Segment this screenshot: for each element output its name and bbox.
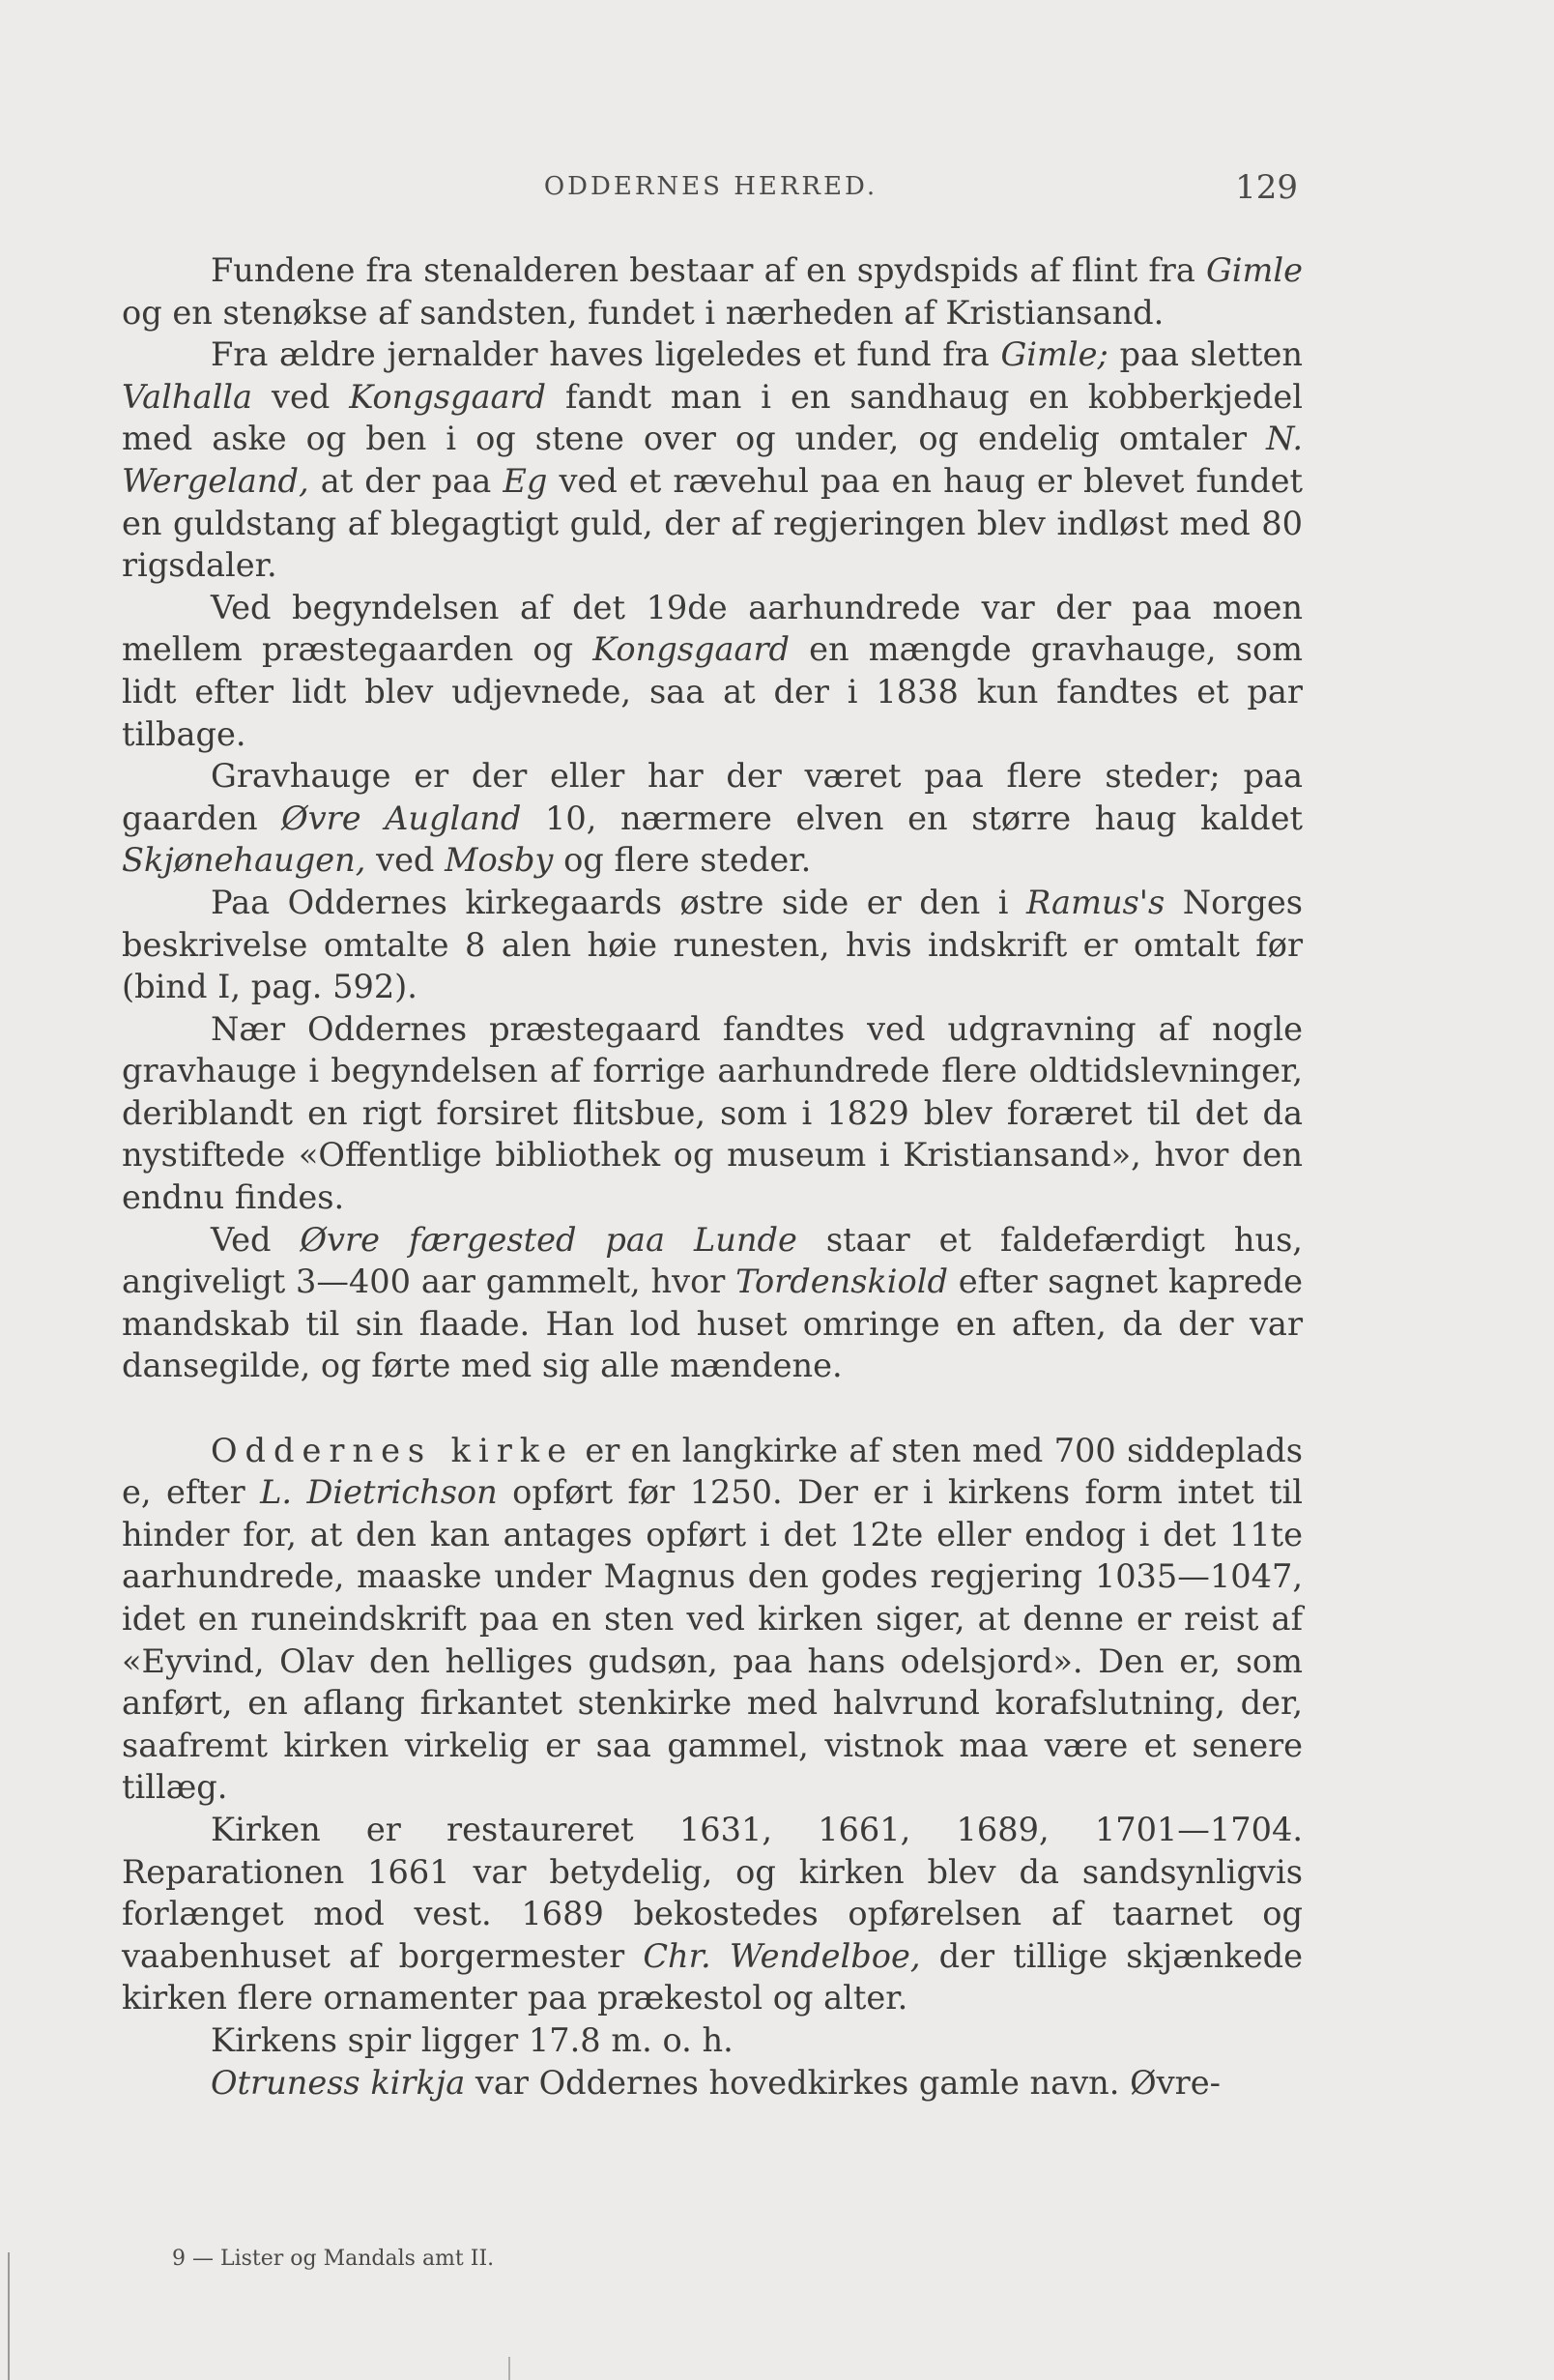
text-run: paa sletten [1108, 335, 1303, 374]
italic-text: N. Wergeland, [122, 420, 1303, 500]
italic-text: Ramus's [1026, 883, 1166, 921]
paragraph [122, 755, 1303, 882]
text-run: fandt man i en sandhaug en kobberkjedel med aske og ben i og stene over og under, og endelig omtaler [122, 377, 1303, 458]
text-run: efter sagnet kaprede mandskab til sin flaade. Han lod huset omringe en aften, da der var dansegilde, og førte med sig alle mændene. [122, 1263, 1303, 1385]
italic-text: Eg [503, 461, 548, 500]
italic-text: Kongsgaard [592, 630, 791, 669]
text-run: og en stenøkse af sandsten, fundet i nærheden af Kristiansand. [122, 293, 1165, 332]
text-run: Kirkens spir ligger 17.8 m. o. h. [211, 2020, 734, 2059]
paragraph [122, 587, 1303, 755]
text-run: Kirken er restaureret 1631, 1661, 1689, 1701—1704. Reparationen 1661 var betydelig, og kirken blev da sandsynligvis forlænget mod vest. 1689 bekostedes opførelsen af taarnet og vaabenhuset af borgermester [122, 1810, 1303, 1975]
text-run: der tillige skjænkede kirken flere ornamenter paa prækestol og alter. [122, 1936, 1303, 2017]
text-run: 10, nærmere elven en større haug kaldet [521, 798, 1304, 837]
spaced-heading-text: Oddernes kirke [211, 1431, 574, 1469]
italic-text: Tordenskiold [735, 1263, 948, 1301]
text-run: er en langkirke af sten med 700 siddeplads e, efter [122, 1431, 1303, 1512]
text-run: Norges beskrivelse omtalte 8 alen høie runesten, hvis indskrift er omtalt før (bind I, pag. 592). [122, 883, 1304, 1006]
text-run: en mængde gravhauge, som lidt efter lidt blev udjevnede, saa at der i 1838 kun fandtes et par tilbage. [122, 630, 1303, 753]
italic-text: Chr. Wendelboe, [643, 1936, 921, 1975]
text-run: var Oddernes hovedkirkes gamle navn. Øvre- [465, 2063, 1221, 2102]
text-run: staar et faldefærdigt hus, angiveligt 3—400 aar gammelt, hvor [122, 1220, 1303, 1301]
paragraph [122, 882, 1303, 1008]
running-head: ODDERNES HERRED. [543, 172, 878, 201]
italic-text: Valhalla [122, 377, 253, 416]
italic-text: L. Dietrichson [260, 1473, 498, 1512]
text-run: Fundene fra stenalderen bestaar af en spydspids af flint fra [211, 251, 1206, 289]
text-run: opført før 1250. Der er i kirkens form intet til hinder for, at den kan antages opført i det 12te eller endog i det 11te aarhundrede, maaske under Magnus den godes regjering 1035—1047, idet en runeindskrift paa en sten ved kirken siger, at denne er reist af «Eyvind, Olav den helliges gudsøn, paa hans odelsjord». Den er, som anført, en aflang firkantet stenkirke med halvrund korafslutning, der, saafremt kirken virkelig er saa gammel, vistnok maa være et senere tillæg. [122, 1473, 1304, 1807]
text-run: og flere steder. [553, 841, 812, 880]
page-number: 129 [1235, 168, 1298, 207]
text-run: Ved begyndelsen af det 19de aarhundrede var der paa moen mellem præstegaarden og [122, 588, 1303, 669]
paragraph [122, 1430, 1303, 1809]
text-run: ved et rævehul paa en haug er blevet fundet en guldstang af blegagtigt guld, der af regjeringen blev indløst med 80 rigsdaler. [122, 461, 1303, 585]
text-run: at der paa [308, 461, 504, 500]
italic-text: Gimle [1205, 251, 1303, 289]
scan-edge-mark [8, 2252, 10, 2380]
paragraph [122, 2062, 1303, 2104]
italic-text: Gimle; [1000, 335, 1108, 374]
paragraph [122, 1809, 1303, 2019]
paragraph [122, 334, 1303, 587]
body-text [122, 249, 1303, 2104]
page-header [124, 162, 1298, 211]
italic-text: Kongsgaard [349, 377, 547, 416]
italic-text: Mosby [445, 841, 554, 880]
text-run: Fra ældre jernalder haves ligeledes et fund fra [211, 335, 1001, 374]
text-run: Nær Oddernes præstegaard fandtes ved udgravning af nogle gravhauge i begyndelsen af forrige aarhundrede flere oldtidslevninger, deriblandt en rigt forsiret flitsbue, som i 1829 blev foræret til det da nystiftede «Offentlige bibliothek og museum i Kristiansand», hvor den endnu findes. [122, 1009, 1303, 1217]
paragraph [122, 249, 1303, 334]
italic-text: Øvre færgested paa Lunde [300, 1220, 797, 1259]
text-run: ved [365, 841, 446, 880]
footnote: 9 — Lister og Mandals amt II. [172, 2247, 495, 2271]
italic-text: Skjønehaugen, [122, 841, 366, 880]
paragraph [122, 1219, 1303, 1387]
italic-text: Øvre Augland [281, 798, 522, 837]
text-run: ved [252, 377, 350, 416]
text-run: Paa Oddernes kirkegaards østre side er den i [211, 883, 1026, 921]
text-run: Gravhauge er der eller har der været paa flere steder; paa gaarden [122, 757, 1303, 837]
scan-edge-mark [508, 2357, 510, 2380]
paragraph [122, 1008, 1303, 1219]
text-run: Ved [211, 1220, 301, 1259]
paragraph [122, 2019, 1303, 2062]
italic-text: Otruness kirkja [211, 2063, 466, 2102]
